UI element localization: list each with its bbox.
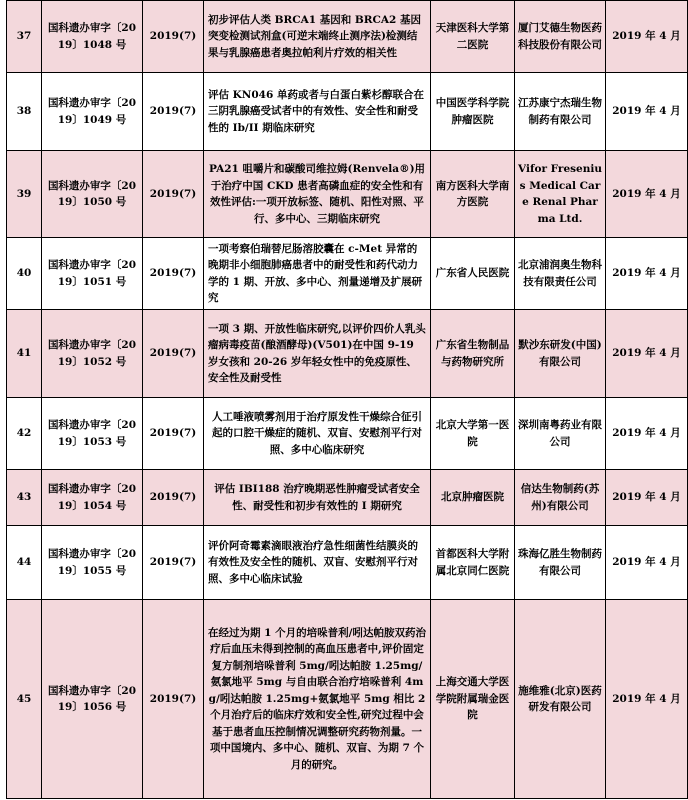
research-site: 天津医科大学第二医院 [431,1,515,73]
approval-date: 2019 年 4 月 [606,310,688,398]
study-title: 评估 IBI188 治疗晚期恶性肿瘤受试者安全性、耐受性和初步有效性的 I 期研究 [204,470,431,526]
approval-table [6,0,688,799]
version: 2019(7) [143,151,204,238]
table-row [7,151,688,238]
approval-date: 2019 年 4 月 [606,238,688,310]
row-number: 44 [7,526,42,600]
sponsor: Vifor Fresenius Medical Care Renal Pharma Ltd. [515,151,606,238]
table-row [7,73,688,151]
row-number: 45 [7,600,42,799]
row-number: 42 [7,398,42,470]
approval-date: 2019 年 4 月 [606,398,688,470]
table-row [7,470,688,526]
table-row [7,1,688,73]
version: 2019(7) [143,238,204,310]
version: 2019(7) [143,526,204,600]
sponsor: 施维雅(北京)医药研发有限公司 [515,600,606,799]
table-row [7,398,688,470]
sponsor: 珠海亿胜生物制药有限公司 [515,526,606,600]
row-number: 37 [7,1,42,73]
study-title: 评价阿奇霉素滴眼液治疗急性细菌性结膜炎的有效性及安全性的随机、双盲、安慰剂平行对照、多中心临床试验 [204,526,431,600]
study-title: 一项 3 期、开放性临床研究,以评价四价人乳头瘤病毒疫苗(酿酒酵母)(V501)在中国 9-19 岁女孩和 20-26 岁年轻女性中的免疫原性、安全性及耐受性 [204,310,431,398]
approval-date: 2019 年 4 月 [606,73,688,151]
study-title: 一项考察伯瑞替尼肠溶胶囊在 c-Met 异常的晚期非小细胞肺癌患者中的耐受性和药代动力学的 1 期、开放、多中心、剂量递增及扩展研究 [204,238,431,310]
version: 2019(7) [143,73,204,151]
research-site: 上海交通大学医学院附属瑞金医院 [431,600,515,799]
version: 2019(7) [143,600,204,799]
row-number: 40 [7,238,42,310]
version: 2019(7) [143,310,204,398]
sponsor: 江苏康宁杰瑞生物制药有限公司 [515,73,606,151]
row-number: 41 [7,310,42,398]
study-title: 评估 KN046 单药或者与白蛋白紫杉醇联合在三阴乳腺癌受试者中的有效性、安全性和耐受性的 Ib/II 期临床研究 [204,73,431,151]
study-title: 人工唾液喷雾剂用于治疗原发性干燥综合征引起的口腔干燥症的随机、双盲、安慰剂平行对照、多中心临床研究 [204,398,431,470]
application-number: 国科遗办审字〔2019〕1054 号 [42,470,143,526]
row-number: 43 [7,470,42,526]
table-row [7,600,688,799]
sponsor: 北京浦润奥生物科技有限责任公司 [515,238,606,310]
table-row [7,526,688,600]
approval-date: 2019 年 4 月 [606,1,688,73]
approval-date: 2019 年 4 月 [606,470,688,526]
application-number: 国科遗办审字〔2019〕1056 号 [42,600,143,799]
application-number: 国科遗办审字〔2019〕1048 号 [42,1,143,73]
sponsor: 默沙东研发(中国)有限公司 [515,310,606,398]
application-number: 国科遗办审字〔2019〕1052 号 [42,310,143,398]
table-row [7,238,688,310]
sponsor: 厦门艾德生物医药科技股份有限公司 [515,1,606,73]
table-row [7,310,688,398]
study-title: 初步评估人类 BRCA1 基因和 BRCA2 基因突变检测试剂盒(可逆末端终止测序法)检测结果与乳腺癌患者奥拉帕利片疗效的相关性 [204,1,431,73]
application-number: 国科遗办审字〔2019〕1050 号 [42,151,143,238]
version: 2019(7) [143,398,204,470]
application-number: 国科遗办审字〔2019〕1051 号 [42,238,143,310]
row-number: 38 [7,73,42,151]
version: 2019(7) [143,1,204,73]
application-number: 国科遗办审字〔2019〕1055 号 [42,526,143,600]
study-title: PA21 咀嚼片和碳酸司维拉姆(Renvela®)用于治疗中国 CKD 患者高磷血症的安全性和有效性评估:一项开放标签、随机、阳性对照、平行、多中心、三期临床研究 [204,151,431,238]
version: 2019(7) [143,470,204,526]
research-site: 北京大学第一医院 [431,398,515,470]
sponsor: 深圳南粤药业有限公司 [515,398,606,470]
research-site: 中国医学科学院肿瘤医院 [431,73,515,151]
approval-date: 2019 年 4 月 [606,526,688,600]
research-site: 广东省人民医院 [431,238,515,310]
row-number: 39 [7,151,42,238]
approval-date: 2019 年 4 月 [606,151,688,238]
application-number: 国科遗办审字〔2019〕1053 号 [42,398,143,470]
research-site: 南方医科大学南方医院 [431,151,515,238]
approval-date: 2019 年 4 月 [606,600,688,799]
sponsor: 信达生物制药(苏州)有限公司 [515,470,606,526]
study-title: 在经过为期 1 个月的培哚普利/吲达帕胺双药治疗后血压未得到控制的高血压患者中,评价固定复方制剂培哚普利 5mg/吲达帕胺 1.25mg/氨氯地平 5mg 与自由联合治疗培哚普利 4mg/吲达帕胺 1.25mg+氨氯地平 5mg 相比 2 个月治疗后的临床疗效和安全性,研究过程中会基于患者血压控制情况调整研究药物剂量。一项中国境内、多中心、随机、双盲、为期 7 个月的研究。 [204,600,431,799]
research-site: 北京肿瘤医院 [431,470,515,526]
research-site: 广东省生物制品与药物研究所 [431,310,515,398]
research-site: 首都医科大学附属北京同仁医院 [431,526,515,600]
application-number: 国科遗办审字〔2019〕1049 号 [42,73,143,151]
